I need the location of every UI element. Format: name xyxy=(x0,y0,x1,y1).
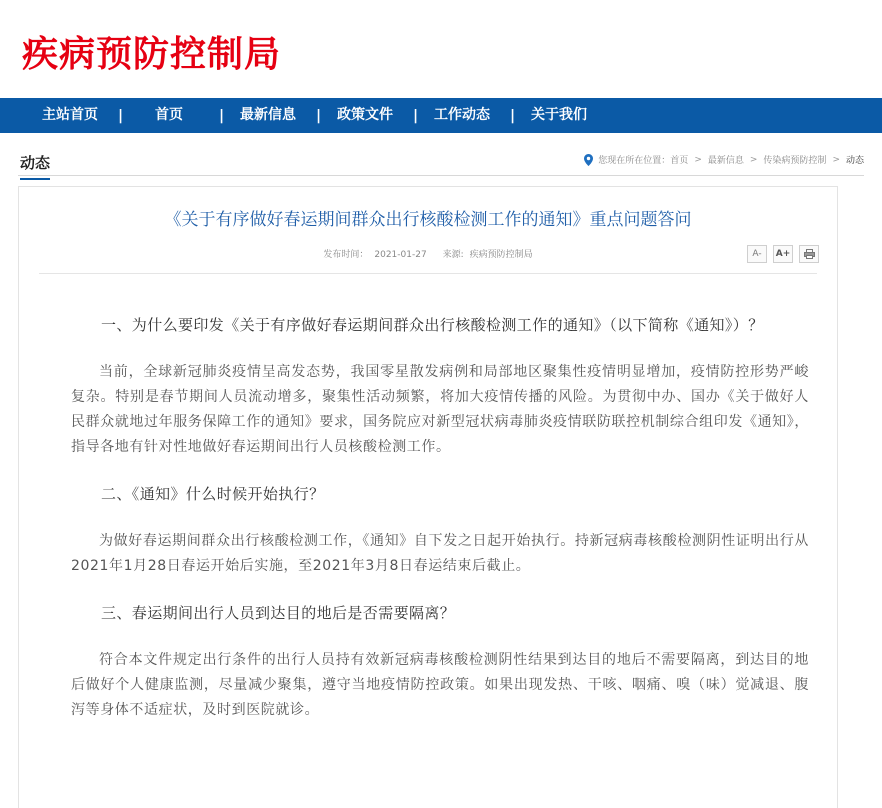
source-value: 疾病预防控制局 xyxy=(469,250,533,260)
article-tools xyxy=(747,245,819,263)
print-button[interactable] xyxy=(799,245,819,263)
breadcrumb-separator: > xyxy=(749,154,758,165)
breadcrumb-item-latest[interactable]: 最新信息 xyxy=(707,156,744,166)
nav-item-work-news[interactable]: 工作动态 xyxy=(434,107,490,123)
question-heading: 一、为什么要印发《关于有序做好春运期间群众出行核酸检测工作的通知》（以下简称《通知》）？ xyxy=(101,316,764,334)
article-title: 《关于有序做好春运期间群众出行核酸检测工作的通知》重点问题答问 xyxy=(164,210,692,230)
site-header xyxy=(0,0,882,97)
sub-header-bar xyxy=(18,146,864,176)
breadcrumb-separator: > xyxy=(832,154,840,165)
font-increase-button[interactable]: A+ xyxy=(773,245,793,263)
nav-separator: | xyxy=(219,107,225,124)
nav-item-home[interactable]: 首页 xyxy=(155,107,183,123)
font-decrease-button[interactable]: A- xyxy=(747,245,767,263)
nav-item-latest[interactable]: 最新信息 xyxy=(240,107,296,123)
article-panel xyxy=(18,186,838,808)
nav-separator: | xyxy=(316,107,322,124)
answer-paragraph: 符合本文件规定出行条件的出行人员持有效新冠病毒核酸检测阴性结果到达目的地后不需要隔离，到达目的地后做好个人健康监测，尽量减少聚集，遵守当地疫情防控政策。如果出现发热、干咳、咽痛、嗅（味）觉减退、腹泻等身体不适症状，及时到医院就诊。 xyxy=(71,652,809,718)
question-heading: 二、《通知》什么时候开始执行？ xyxy=(101,485,325,503)
nav-separator: | xyxy=(413,107,419,124)
publish-label: 发布时间： xyxy=(323,250,369,260)
nav-item-policy[interactable]: 政策文件 xyxy=(337,107,393,123)
site-logo[interactable]: 疾病预防控制局 xyxy=(22,34,282,75)
article-body xyxy=(71,313,809,745)
breadcrumb-item-home[interactable]: 首页 xyxy=(670,156,689,166)
answer-paragraph: 为做好春运期间群众出行核酸检测工作，《通知》自下发之日起开始执行。持新冠病毒核酸检测阴性证明出行从2021年1月28日春运开始后实施，至2021年3月8日春运结束后截止。 xyxy=(71,533,809,574)
source-label: 来源: xyxy=(442,250,464,260)
nav-separator: | xyxy=(118,107,124,124)
breadcrumb-item-disease-control[interactable]: 传染病预防控制 xyxy=(763,156,827,166)
breadcrumb-item-current[interactable]: 动态 xyxy=(845,156,864,166)
main-nav xyxy=(0,98,882,133)
article-meta xyxy=(19,247,837,260)
breadcrumb-prefix: 您现在所在位置： xyxy=(598,156,671,166)
nav-item-about[interactable]: 关于我们 xyxy=(531,107,587,123)
location-pin-icon xyxy=(584,154,593,166)
divider xyxy=(39,273,817,274)
nav-separator: | xyxy=(510,107,516,124)
breadcrumb-separator: > xyxy=(694,154,702,165)
breadcrumb xyxy=(584,153,864,166)
answer-paragraph: 当前，全球新冠肺炎疫情呈高发态势，我国零星散发病例和局部地区聚集性疫情明显增加，疫情防控形势严峻复杂。特别是春节期间人员流动增多，聚集性活动频繁，将加大疫情传播的风险。为贯彻中办、国办《关于做好人民群众就地过年服务保障工作的通知》要求，国务院应对新型冠状病毒肺炎疫情联防联控机制综合组印发《通知》，指导各地有针对性地做好春运期间出行人员核酸检测工作。 xyxy=(71,364,809,455)
publish-date: 2021-01-27 xyxy=(374,250,427,260)
print-icon xyxy=(804,249,815,259)
section-title: 动态 xyxy=(20,152,50,180)
nav-item-main-home[interactable]: 主站首页 xyxy=(42,107,98,123)
question-heading: 三、春运期间出行人员到达目的地后是否需要隔离？ xyxy=(101,604,456,622)
